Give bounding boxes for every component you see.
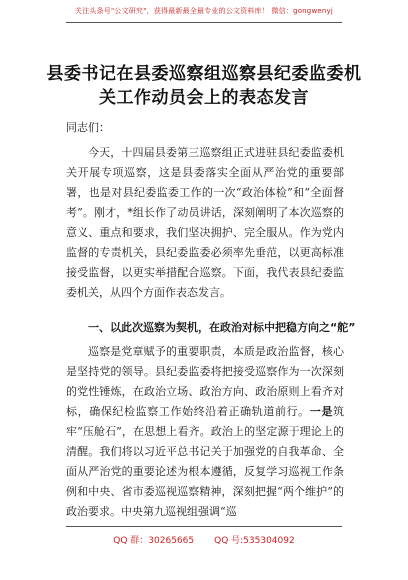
footer-divider [66, 526, 342, 527]
header-banner: 关注头条号"公文研究"，获得最新最全最专业的公文资料库！ 微信：gongwenyj [74, 7, 334, 15]
salutation: 同志们： [66, 121, 110, 134]
document-title [40, 62, 368, 110]
paragraph-section-1 [66, 342, 344, 522]
footer-qq-number: QQ 号:535304092 [214, 536, 295, 546]
emphasis-text: 一是 [309, 405, 333, 418]
paragraph-text: 巡察是党章赋予的重要职责，本质是政治监督，核心是坚持党的领导。县纪委监委将把接受巡察作为一次深刻的党性锤炼，在政治立场、政治方向、政治原则上看齐对标，确保纪检监察工作始终沿着正确轨道前行。 [66, 345, 344, 418]
title-line-2: 关工作动员会上的表态发言 [99, 88, 309, 108]
footer-qq-group: QQ 群：30265665 [113, 536, 195, 546]
header-divider [66, 22, 342, 23]
title-line-1: 县委书记在县委巡察组巡察县纪委监委机 [46, 64, 362, 84]
footer [0, 533, 408, 546]
paragraph-intro: 今天，十四届县委第三巡察组正式进驻县纪委监委机关开展专项巡察，这是县委落实全面从严治党的重要部署，也是对县纪委监委工作的一次“政治体检”和“全面督考”。刚才，*组长作了动员讲话，深刻阐明了本次巡察的意义、重点和要求，我们坚决拥护、完全服从。作为党内监督的专责机关，县纪委监委必须率先垂范，以更高标准接受监督，以更实举措配合巡察。下面，我代表县纪委监委机关，从四个方面作表态发言。 [66, 146, 344, 299]
section-heading-1: 一、以此次巡察为契机，在政治对标中把稳方向之“舵” [88, 321, 356, 334]
paragraph-text-continued: 筑牢“压舱石”，在思想上看齐。政治上的坚定源于理论上的清醒。我们将以习近平总书记关于加强党的自我革命、全面从严治党的重要论述为根本遵循，反复学习巡视工作条例和中央、省市委巡视巡察精神，深刻把握“两个维护”的政治要求。中央第九巡视组强调“巡 [66, 405, 344, 518]
